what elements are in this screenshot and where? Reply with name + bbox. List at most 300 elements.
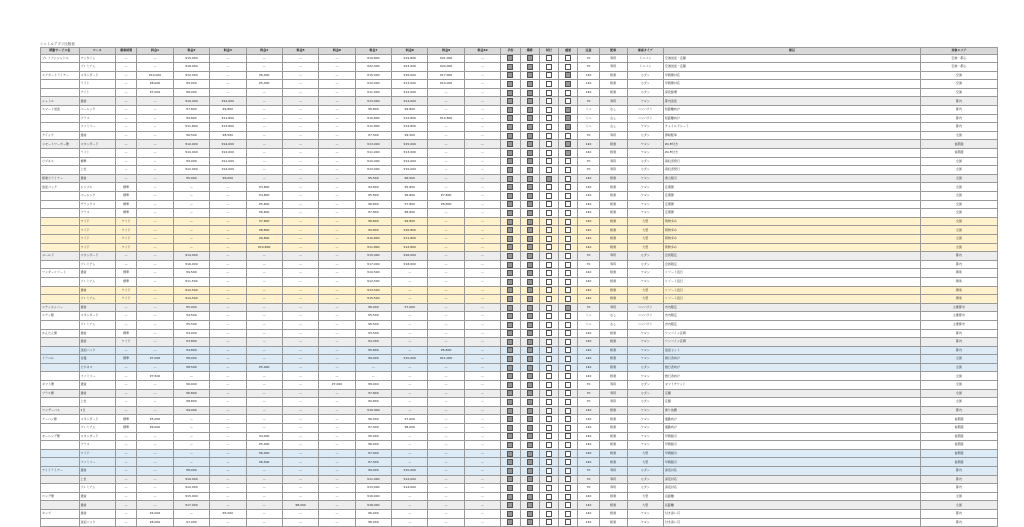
checkbox[interactable]	[565, 382, 571, 388]
checkbox[interactable]	[507, 425, 513, 431]
checkbox[interactable]	[507, 158, 513, 164]
checkbox[interactable]	[527, 133, 533, 139]
checkbox[interactable]	[527, 468, 533, 474]
checkbox[interactable]	[507, 167, 513, 173]
checkbox[interactable]	[507, 356, 513, 362]
checkbox[interactable]	[546, 365, 552, 371]
checkbox[interactable]	[527, 373, 533, 379]
checkbox[interactable]	[546, 408, 552, 414]
checkbox[interactable]	[546, 107, 552, 113]
price-cell: ¥6,500	[246, 458, 282, 467]
price-cell: —	[173, 200, 209, 209]
table-row	[41, 63, 998, 72]
price-cell: —	[210, 243, 246, 252]
checkbox[interactable]	[546, 313, 552, 319]
checkbox[interactable]	[527, 124, 533, 130]
checkbox[interactable]	[565, 184, 571, 190]
checkbox[interactable]	[565, 262, 571, 268]
price-cell: —	[137, 329, 173, 338]
price-cell: —	[246, 252, 282, 261]
checkbox[interactable]	[527, 150, 533, 156]
checkbox[interactable]	[527, 210, 533, 216]
checkbox[interactable]	[527, 305, 533, 311]
checkbox[interactable]	[546, 322, 552, 328]
checkbox[interactable]	[565, 433, 571, 439]
seat-cell: 標準	[115, 329, 136, 338]
price-cell: —	[137, 312, 173, 321]
checkbox[interactable]	[546, 330, 552, 336]
checkbox[interactable]	[507, 72, 513, 78]
checkbox-cell	[539, 157, 558, 166]
note-cell: 早朝割引	[663, 458, 920, 467]
checkbox[interactable]	[507, 330, 513, 336]
checkbox[interactable]	[565, 494, 571, 500]
checkbox[interactable]	[565, 210, 571, 216]
checkbox[interactable]	[527, 279, 533, 285]
checkbox[interactable]	[546, 124, 552, 130]
checkbox[interactable]	[565, 81, 571, 87]
checkbox[interactable]	[507, 236, 513, 242]
checkbox[interactable]	[527, 184, 533, 190]
checkbox[interactable]	[527, 244, 533, 250]
checkbox[interactable]	[546, 133, 552, 139]
checkbox[interactable]	[527, 433, 533, 439]
checkbox[interactable]	[565, 485, 571, 491]
checkbox[interactable]	[527, 98, 533, 104]
price-cell: ¥6,800	[428, 346, 464, 355]
checkbox[interactable]	[527, 408, 533, 414]
price-cell: ¥7,000	[392, 415, 428, 424]
capacity-cell: 140	[578, 432, 599, 441]
area-cell: 全国	[920, 355, 997, 364]
checkbox[interactable]	[527, 459, 533, 465]
checkbox[interactable]	[527, 236, 533, 242]
checkbox[interactable]	[527, 287, 533, 293]
checkbox[interactable]	[527, 141, 533, 147]
checkbox[interactable]	[546, 305, 552, 311]
checkbox[interactable]	[546, 176, 552, 182]
price-cell: —	[319, 475, 355, 484]
checkbox[interactable]	[507, 519, 513, 525]
checkbox-cell	[520, 174, 539, 183]
checkbox[interactable]	[507, 373, 513, 379]
checkbox[interactable]	[507, 390, 513, 396]
checkbox[interactable]	[527, 519, 533, 525]
checkbox[interactable]	[565, 511, 571, 517]
seat-cell: ワイド	[115, 338, 136, 347]
checkbox[interactable]	[527, 502, 533, 508]
price-cell: ¥7,800	[246, 217, 282, 226]
checkbox[interactable]	[507, 339, 513, 345]
checkbox[interactable]	[546, 244, 552, 250]
checkbox[interactable]	[546, 425, 552, 431]
checkbox[interactable]	[546, 494, 552, 500]
checkbox[interactable]	[527, 425, 533, 431]
checkbox[interactable]	[507, 468, 513, 474]
checkbox[interactable]	[565, 502, 571, 508]
price-cell: ¥10,800	[392, 226, 428, 235]
checkbox[interactable]	[527, 55, 533, 61]
checkbox[interactable]	[565, 313, 571, 319]
checkbox[interactable]	[565, 425, 571, 431]
price-cell: ¥5,500	[173, 320, 209, 329]
price-cell: ¥5,800	[246, 200, 282, 209]
checkbox[interactable]	[507, 459, 513, 465]
checkbox[interactable]	[507, 141, 513, 147]
checkbox[interactable]	[527, 81, 533, 87]
checkbox[interactable]	[546, 262, 552, 268]
checkbox[interactable]	[565, 150, 571, 156]
checkbox[interactable]	[507, 81, 513, 87]
checkbox[interactable]	[527, 382, 533, 388]
checkbox-cell	[539, 183, 558, 192]
checkbox[interactable]	[546, 72, 552, 78]
checkbox[interactable]	[527, 270, 533, 276]
checkbox[interactable]	[565, 305, 571, 311]
checkbox-cell	[539, 71, 558, 80]
checkbox[interactable]	[527, 90, 533, 96]
checkbox[interactable]	[507, 365, 513, 371]
checkbox[interactable]	[527, 64, 533, 70]
checkbox[interactable]	[546, 459, 552, 465]
checkbox[interactable]	[507, 305, 513, 311]
checkbox[interactable]	[527, 253, 533, 259]
checkbox[interactable]	[565, 416, 571, 422]
checkbox[interactable]	[546, 184, 552, 190]
checkbox[interactable]	[565, 176, 571, 182]
checkbox[interactable]	[565, 107, 571, 113]
checkbox[interactable]	[546, 81, 552, 87]
checkbox[interactable]	[507, 193, 513, 199]
price-cell: —	[464, 381, 500, 390]
checkbox[interactable]	[565, 124, 571, 130]
checkbox[interactable]	[565, 373, 571, 379]
checkbox[interactable]	[507, 55, 513, 61]
checkbox[interactable]	[565, 72, 571, 78]
checkbox[interactable]	[546, 451, 552, 457]
checkbox[interactable]	[507, 244, 513, 250]
checkbox[interactable]	[565, 442, 571, 448]
checkbox[interactable]	[546, 296, 552, 302]
checkbox[interactable]	[527, 485, 533, 491]
capacity-cell: 140	[578, 226, 599, 235]
service-name-cell	[41, 424, 80, 433]
checkbox[interactable]	[527, 296, 533, 302]
checkbox[interactable]	[507, 210, 513, 216]
checkbox[interactable]	[565, 408, 571, 414]
checkbox[interactable]	[546, 90, 552, 96]
vehicle-cell: セダン	[627, 166, 663, 175]
checkbox[interactable]	[546, 339, 552, 345]
checkbox[interactable]	[546, 356, 552, 362]
checkbox[interactable]	[507, 485, 513, 491]
checkbox[interactable]	[565, 141, 571, 147]
checkbox[interactable]	[565, 347, 571, 353]
mode-cell: 専用	[599, 166, 627, 175]
checkbox[interactable]	[546, 219, 552, 225]
checkbox[interactable]	[546, 64, 552, 70]
checkbox[interactable]	[546, 390, 552, 396]
checkbox[interactable]	[527, 72, 533, 78]
checkbox[interactable]	[507, 201, 513, 207]
checkbox[interactable]	[507, 150, 513, 156]
checkbox-cell	[501, 355, 520, 364]
checkbox[interactable]	[527, 219, 533, 225]
service-name-cell: エアポートライナー	[41, 71, 80, 80]
checkbox[interactable]	[507, 227, 513, 233]
checkbox[interactable]	[565, 322, 571, 328]
checkbox[interactable]	[546, 158, 552, 164]
checkbox[interactable]	[527, 451, 533, 457]
checkbox[interactable]	[565, 193, 571, 199]
checkbox[interactable]	[565, 167, 571, 173]
checkbox-cell	[501, 166, 520, 175]
checkbox[interactable]	[507, 416, 513, 422]
checkbox[interactable]	[565, 390, 571, 396]
checkbox[interactable]	[507, 296, 513, 302]
checkbox[interactable]	[565, 476, 571, 482]
checkbox[interactable]	[507, 279, 513, 285]
checkbox[interactable]	[565, 287, 571, 293]
checkbox[interactable]	[565, 115, 571, 121]
checkbox[interactable]	[546, 167, 552, 173]
checkbox[interactable]	[546, 399, 552, 405]
checkbox[interactable]	[546, 227, 552, 233]
checkbox[interactable]	[527, 227, 533, 233]
checkbox[interactable]	[565, 519, 571, 525]
checkbox[interactable]	[565, 399, 571, 405]
checkbox[interactable]	[507, 399, 513, 405]
checkbox[interactable]	[527, 390, 533, 396]
checkbox[interactable]	[546, 236, 552, 242]
note-cell: 早朝割引	[663, 449, 920, 458]
checkbox[interactable]	[527, 442, 533, 448]
checkbox-cell	[539, 217, 558, 226]
checkbox[interactable]	[507, 476, 513, 482]
price-cell: —	[282, 192, 318, 201]
checkbox[interactable]	[507, 287, 513, 293]
checkbox[interactable]	[507, 184, 513, 190]
checkbox[interactable]	[507, 270, 513, 276]
checkbox[interactable]	[507, 124, 513, 130]
seat-cell: —	[115, 312, 136, 321]
checkbox[interactable]	[546, 98, 552, 104]
price-cell: —	[282, 475, 318, 484]
checkbox[interactable]	[507, 442, 513, 448]
checkbox[interactable]	[565, 468, 571, 474]
price-cell: —	[282, 123, 318, 132]
checkbox[interactable]	[546, 287, 552, 293]
checkbox[interactable]	[527, 416, 533, 422]
checkbox-cell	[520, 338, 539, 347]
capacity-cell: 140	[578, 183, 599, 192]
checkbox[interactable]	[546, 270, 552, 276]
checkbox[interactable]	[507, 64, 513, 70]
checkbox[interactable]	[565, 451, 571, 457]
price-cell: —	[464, 449, 500, 458]
checkbox[interactable]	[565, 133, 571, 139]
checkbox[interactable]	[527, 339, 533, 345]
price-cell: ¥18,000	[355, 501, 391, 510]
price-cell: —	[319, 174, 355, 183]
checkbox[interactable]	[546, 468, 552, 474]
vehicle-cell: ワゴン	[627, 192, 663, 201]
spreadsheet	[40, 42, 998, 527]
checkbox[interactable]	[546, 347, 552, 353]
checkbox[interactable]	[527, 107, 533, 113]
checkbox[interactable]	[546, 519, 552, 525]
price-cell: ¥8,800	[392, 209, 428, 218]
checkbox[interactable]	[546, 373, 552, 379]
checkbox[interactable]	[527, 365, 533, 371]
checkbox[interactable]	[565, 219, 571, 225]
checkbox[interactable]	[527, 494, 533, 500]
checkbox-cell	[559, 415, 578, 424]
checkbox[interactable]	[527, 511, 533, 517]
checkbox[interactable]	[527, 158, 533, 164]
price-cell: —	[137, 449, 173, 458]
checkbox[interactable]	[565, 270, 571, 276]
checkbox[interactable]	[527, 193, 533, 199]
checkbox[interactable]	[546, 55, 552, 61]
checkbox[interactable]	[546, 416, 552, 422]
checkbox[interactable]	[527, 115, 533, 121]
price-cell: —	[392, 269, 428, 278]
note-cell: ワンコイン区間	[663, 329, 920, 338]
checkbox[interactable]	[546, 511, 552, 517]
checkbox[interactable]	[565, 339, 571, 345]
price-cell: —	[464, 424, 500, 433]
area-cell: 主要都市	[920, 312, 997, 321]
price-cell: —	[464, 260, 500, 269]
checkbox[interactable]	[565, 158, 571, 164]
checkbox[interactable]	[565, 459, 571, 465]
checkbox[interactable]	[527, 313, 533, 319]
service-name-cell: シティホッパー	[41, 303, 80, 312]
checkbox[interactable]	[565, 227, 571, 233]
checkbox[interactable]	[565, 296, 571, 302]
checkbox[interactable]	[565, 236, 571, 242]
price-cell: —	[246, 484, 282, 493]
checkbox[interactable]	[546, 382, 552, 388]
checkbox[interactable]	[527, 347, 533, 353]
checkbox[interactable]	[507, 433, 513, 439]
checkbox-cell	[501, 338, 520, 347]
price-cell: —	[319, 295, 355, 304]
checkbox[interactable]	[565, 330, 571, 336]
checkbox[interactable]	[507, 115, 513, 121]
checkbox[interactable]	[565, 201, 571, 207]
price-cell: —	[137, 320, 173, 329]
checkbox[interactable]	[507, 107, 513, 113]
checkbox[interactable]	[507, 322, 513, 328]
checkbox[interactable]	[565, 64, 571, 70]
checkbox[interactable]	[507, 451, 513, 457]
checkbox[interactable]	[565, 356, 571, 362]
price-cell: —	[428, 277, 464, 286]
checkbox[interactable]	[546, 253, 552, 259]
price-cell: —	[282, 226, 318, 235]
price-cell: —	[282, 424, 318, 433]
checkbox[interactable]	[507, 133, 513, 139]
price-cell: ¥8,800	[355, 106, 391, 115]
vehicle-cell: 大型	[627, 286, 663, 295]
checkbox-cell	[539, 424, 558, 433]
price-cell: —	[137, 166, 173, 175]
course-cell: 通常	[79, 501, 115, 510]
checkbox-cell	[520, 518, 539, 527]
checkbox[interactable]	[527, 356, 533, 362]
checkbox[interactable]	[507, 313, 513, 319]
price-cell: —	[392, 398, 428, 407]
checkbox[interactable]	[527, 201, 533, 207]
checkbox[interactable]	[507, 511, 513, 517]
checkbox[interactable]	[546, 476, 552, 482]
area-cell: 都内	[920, 509, 997, 518]
checkbox[interactable]	[527, 176, 533, 182]
checkbox[interactable]	[565, 279, 571, 285]
checkbox[interactable]	[507, 502, 513, 508]
checkbox[interactable]	[546, 150, 552, 156]
checkbox[interactable]	[507, 408, 513, 414]
note-cell: 領収書発行	[663, 166, 920, 175]
checkbox[interactable]	[507, 253, 513, 259]
price-cell: —	[246, 492, 282, 501]
checkbox[interactable]	[507, 98, 513, 104]
checkbox[interactable]	[565, 55, 571, 61]
price-cell: —	[464, 286, 500, 295]
price-cell: —	[428, 492, 464, 501]
checkbox[interactable]	[546, 279, 552, 285]
checkbox[interactable]	[565, 253, 571, 259]
checkbox[interactable]	[527, 322, 533, 328]
checkbox[interactable]	[565, 244, 571, 250]
checkbox[interactable]	[527, 476, 533, 482]
checkbox[interactable]	[507, 347, 513, 353]
checkbox[interactable]	[507, 176, 513, 182]
checkbox[interactable]	[546, 141, 552, 147]
checkbox[interactable]	[527, 262, 533, 268]
checkbox[interactable]	[546, 115, 552, 121]
checkbox[interactable]	[565, 90, 571, 96]
checkbox[interactable]	[546, 485, 552, 491]
checkbox[interactable]	[507, 90, 513, 96]
checkbox[interactable]	[527, 167, 533, 173]
price-cell: ¥4,000	[246, 432, 282, 441]
checkbox[interactable]	[527, 399, 533, 405]
checkbox[interactable]	[527, 330, 533, 336]
checkbox[interactable]	[546, 433, 552, 439]
checkbox[interactable]	[507, 262, 513, 268]
checkbox[interactable]	[565, 365, 571, 371]
price-cell: —	[464, 467, 500, 476]
checkbox[interactable]	[546, 210, 552, 216]
price-cell: —	[137, 441, 173, 450]
comparison-table	[40, 47, 998, 527]
checkbox-cell	[559, 269, 578, 278]
checkbox[interactable]	[507, 494, 513, 500]
checkbox[interactable]	[546, 442, 552, 448]
checkbox[interactable]	[565, 98, 571, 104]
checkbox-cell	[520, 501, 539, 510]
service-name-cell: ワンデーパス	[41, 406, 80, 415]
checkbox[interactable]	[546, 502, 552, 508]
checkbox[interactable]	[546, 193, 552, 199]
checkbox[interactable]	[507, 382, 513, 388]
seat-cell: 標準	[115, 355, 136, 364]
checkbox[interactable]	[507, 219, 513, 225]
checkbox[interactable]	[546, 201, 552, 207]
